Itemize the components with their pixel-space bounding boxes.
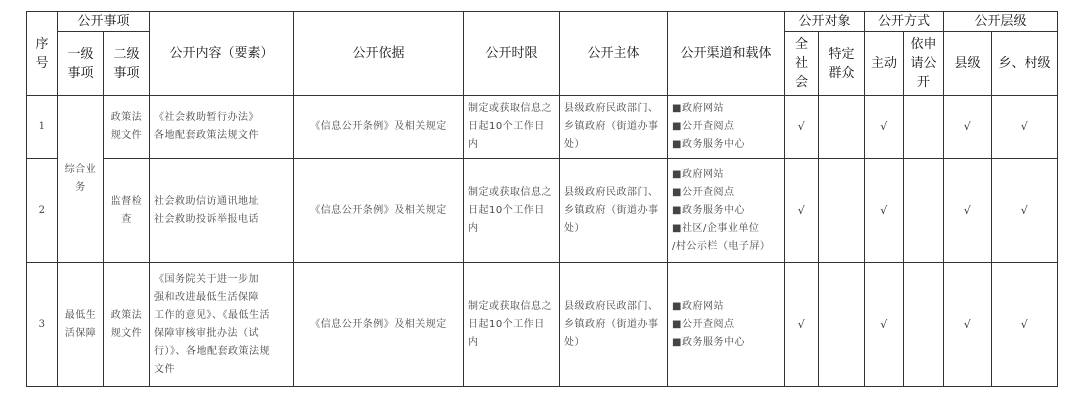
row-basis: 《信息公开条例》及相关规定 [294,159,464,263]
table-row [27,159,1058,263]
table-row [27,263,1058,387]
method-active-check: √ [865,96,904,159]
row-basis: 《信息公开条例》及相关规定 [294,96,464,159]
level-county-check: √ [944,159,992,263]
header-method-request: 依申请公开 [904,32,944,96]
method-request-check [904,159,944,263]
row-time-limit: 制定或获取信息之日起10个工作日内 [464,263,560,387]
row-subject: 县级政府民政部门、乡镇政府（街道办事处） [560,159,668,263]
content-line: 社会救助信访通讯地址 [154,195,260,207]
header-level-group: 公开层级 [944,12,1058,32]
row-time-limit: 制定或获取信息之日起10个工作日内 [464,159,560,263]
header-method-active: 主动 [865,32,904,96]
audience-specific-check [819,159,865,263]
table-row [27,96,1058,159]
header-audience-all: 全社会 [785,32,819,96]
row-level2: 监督检查 [104,159,150,263]
content-line: 工作的意见》、《最低生活 [154,309,271,321]
header-items-group: 公开事项 [58,12,150,32]
channel-item: ■政务服务中心 [672,139,745,150]
row-level1: 综合业务 [58,96,104,263]
row-content [150,159,294,263]
row-time-limit: 制定或获取信息之日起10个工作日内 [464,96,560,159]
audience-specific-check [819,96,865,159]
row-level1: 最低生活保障 [58,263,104,387]
header-level-county: 县级 [944,32,992,96]
row-level2: 政策法规文件 [104,263,150,387]
channel-item: ■公开查阅点 [672,318,735,330]
level-township-check: √ [992,263,1058,387]
level-township-check: √ [992,96,1058,159]
level-township-check: √ [992,159,1058,263]
row-content [150,96,294,159]
channel-item: ■政务服务中心 [672,336,745,348]
method-request-check [904,263,944,387]
channel-item: ■公开查阅点 [672,121,735,132]
header-basis: 公开依据 [294,12,464,96]
channel-item: ■政府网站 [672,300,724,312]
header-audience-specific: 特定群众 [819,32,865,96]
row-seq: 1 [27,96,58,159]
header-content: 公开内容（要素） [150,12,294,96]
content-line: 保障审核审批办法（试 [154,327,260,339]
content-line: 各地配套政策法规文件 [154,130,260,141]
header-time-limit: 公开时限 [464,12,560,96]
channel-item: ■政府网站 [672,168,724,180]
channel-item: ■社区/企事业单位 [672,222,760,234]
disclosure-table [26,11,1058,387]
row-subject: 县级政府民政部门、乡镇政府（街道办事处） [560,96,668,159]
content-line: 社会救助投诉举报电话 [154,213,260,225]
audience-specific-check [819,263,865,387]
content-line: 文件 [154,363,176,375]
header-level2: 二级事项 [104,32,150,96]
method-active-check: √ [865,159,904,263]
row-seq: 2 [27,159,58,263]
audience-all-check: √ [785,96,819,159]
content-line: 《社会救助暂行办法》 [154,112,260,123]
channel-item: /村公示栏（电子屏） [672,240,771,252]
method-active-check: √ [865,263,904,387]
header-audience-group: 公开对象 [785,12,865,32]
content-line: 《国务院关于进一步加 [154,273,260,285]
audience-all-check: √ [785,159,819,263]
header-method-group: 公开方式 [865,12,944,32]
row-basis: 《信息公开条例》及相关规定 [294,263,464,387]
row-seq: 3 [27,263,58,387]
content-line: 强和改进最低生活保障 [154,291,260,303]
content-line: 行）》、各地配套政策法规 [154,345,271,357]
row-subject: 县级政府民政部门、乡镇政府（街道办事处） [560,263,668,387]
channel-item: ■公开查阅点 [672,186,735,198]
header-level1: 一级事项 [58,32,104,96]
audience-all-check: √ [785,263,819,387]
channel-item: ■政务服务中心 [672,204,745,216]
row-level2: 政策法规文件 [104,96,150,159]
channel-item: ■政府网站 [672,103,724,114]
header-subject: 公开主体 [560,12,668,96]
row-channels [668,96,785,159]
level-county-check: √ [944,96,992,159]
header-level-township: 乡、村级 [992,32,1058,96]
row-content [150,263,294,387]
method-request-check [904,96,944,159]
header-seq: 序号 [27,12,58,96]
row-channels [668,263,785,387]
row-channels [668,159,785,263]
header-channels: 公开渠道和载体 [668,12,785,96]
level-county-check: √ [944,263,992,387]
